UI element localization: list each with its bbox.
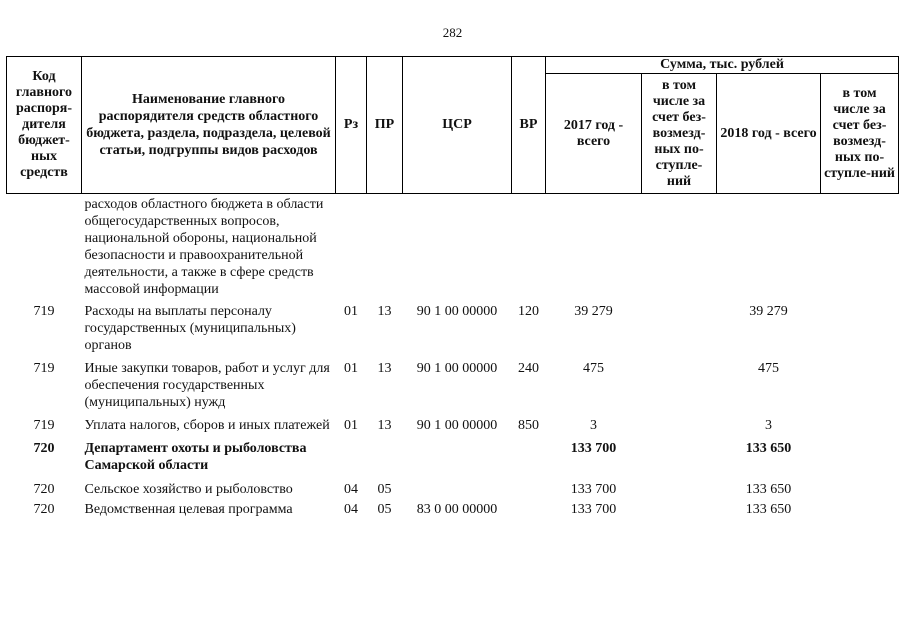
header-name: Наименование главного распорядителя средств областного бюджета, раздела, подраздела, целевой статьи, подгруппы видов расходов: [82, 57, 336, 194]
cell-2017-free: [642, 354, 717, 411]
cell-2018-total: 133 650: [745, 482, 792, 497]
table-row: [7, 474, 899, 498]
table-row-department: [7, 434, 899, 474]
cell-2018-free: [821, 474, 899, 498]
cell-2017-total: 133 700: [570, 441, 617, 456]
cell-2017-free: [642, 411, 717, 434]
cell-vr: 120: [518, 304, 539, 319]
cell-pr: 05: [377, 502, 392, 517]
cell-rz: 01: [344, 304, 358, 319]
cell-name: Расходы на выплаты персоналу государственных (муниципальных) органов: [84, 304, 296, 353]
cell-2017-free: [642, 434, 717, 474]
cell-name: Сельское хозяйство и рыболовство: [84, 482, 293, 497]
cell-vr: 850: [518, 418, 539, 433]
cell-name: Ведомственная целевая программа: [84, 502, 293, 517]
budget-table: [6, 56, 899, 518]
cell-csr: 90 1 00 00000: [416, 304, 498, 319]
cell-code: 719: [33, 418, 55, 433]
cell-2017-total: 475: [583, 361, 604, 376]
cell-code: 720: [33, 441, 55, 456]
cell-code: 719: [33, 304, 55, 319]
table-row: [7, 298, 899, 354]
cell-2018-total: 39 279: [749, 304, 788, 319]
table-row: [7, 194, 899, 299]
cell-code: 719: [33, 361, 55, 376]
cell-2017-total: 133 700: [570, 482, 617, 497]
cell-csr: 90 1 00 00000: [416, 418, 498, 433]
header-2017-total: 2017 год - всего: [546, 74, 642, 194]
cell-vr: [512, 434, 546, 474]
cell-2017-free: [642, 298, 717, 354]
cell-2017-total: 3: [590, 418, 597, 433]
cell-name: Уплата налогов, сборов и иных платежей: [84, 418, 330, 433]
header-vr: ВР: [512, 57, 546, 194]
cell-pr: 13: [377, 304, 392, 319]
header-2018-free: в том числе за счет без-возмезд-ных по-ступле-ний: [821, 74, 899, 194]
cell-pr: 05: [377, 482, 392, 497]
cell-pr: [367, 194, 403, 299]
cell-name: расходов областного бюджета в области общегосударственных вопросов, национальной обороны, национальной безопасности и правоохранительной деятельности, а также в сфере средств массовой информации: [84, 197, 324, 297]
cell-2018-free: [821, 354, 899, 411]
cell-2017-free: [642, 498, 717, 518]
cell-csr: [403, 434, 512, 474]
cell-2018-free: [821, 498, 899, 518]
table-row: [7, 354, 899, 411]
cell-rz: [336, 194, 367, 299]
cell-rz: 04: [344, 482, 358, 497]
header-2018-total: 2018 год - всего: [717, 74, 821, 194]
cell-2017-total: 39 279: [574, 304, 613, 319]
cell-2018-total: 475: [758, 361, 779, 376]
cell-2018-total: 133 650: [745, 441, 792, 456]
cell-2018-total: [717, 194, 821, 299]
cell-pr: 13: [377, 361, 392, 376]
header-csr: ЦСР: [403, 57, 512, 194]
cell-pr: [367, 434, 403, 474]
cell-vr: 240: [518, 361, 539, 376]
cell-rz: 01: [344, 361, 358, 376]
cell-csr: 83 0 00 00000: [416, 502, 498, 517]
header-sum-group: Сумма, тыс. рублей: [546, 57, 899, 74]
cell-pr: 13: [377, 418, 392, 433]
table-body: [7, 194, 899, 519]
cell-2017-total: 133 700: [570, 502, 617, 517]
cell-csr: [403, 474, 512, 498]
cell-2018-total: 3: [765, 418, 772, 433]
cell-2018-free: [821, 434, 899, 474]
cell-vr: [512, 194, 546, 299]
cell-name: Иные закупки товаров, работ и услуг для обеспечения государственных (муниципальных) нужд: [84, 361, 330, 410]
page-number: 282: [442, 25, 463, 40]
cell-name: Департамент охоты и рыболовства Самарской области: [84, 441, 307, 473]
cell-code: 720: [33, 502, 55, 517]
cell-code: 720: [33, 482, 55, 497]
cell-rz: 01: [344, 418, 358, 433]
cell-2017-free: [642, 194, 717, 299]
cell-csr: [403, 194, 512, 299]
header-2017-free: в том числе за счет без-возмезд-ных по-ступле-ний: [642, 74, 717, 194]
cell-rz: [336, 434, 367, 474]
cell-vr: [512, 498, 546, 518]
header-pr: ПР: [367, 57, 403, 194]
cell-2017-free: [642, 474, 717, 498]
cell-rz: 04: [344, 502, 358, 517]
cell-csr: 90 1 00 00000: [416, 361, 498, 376]
cell-2018-total: 133 650: [745, 502, 792, 517]
cell-2017-total: [546, 194, 642, 299]
cell-2018-free: [821, 194, 899, 299]
table-row: [7, 498, 899, 518]
cell-2018-free: [821, 298, 899, 354]
cell-code: [7, 194, 82, 299]
header-code: Код главного распоря-дителя бюджет-ных средств: [7, 57, 82, 194]
table-header: [7, 57, 899, 194]
table-row: [7, 411, 899, 434]
header-rz: Рз: [336, 57, 367, 194]
cell-vr: [512, 474, 546, 498]
cell-2018-free: [821, 411, 899, 434]
